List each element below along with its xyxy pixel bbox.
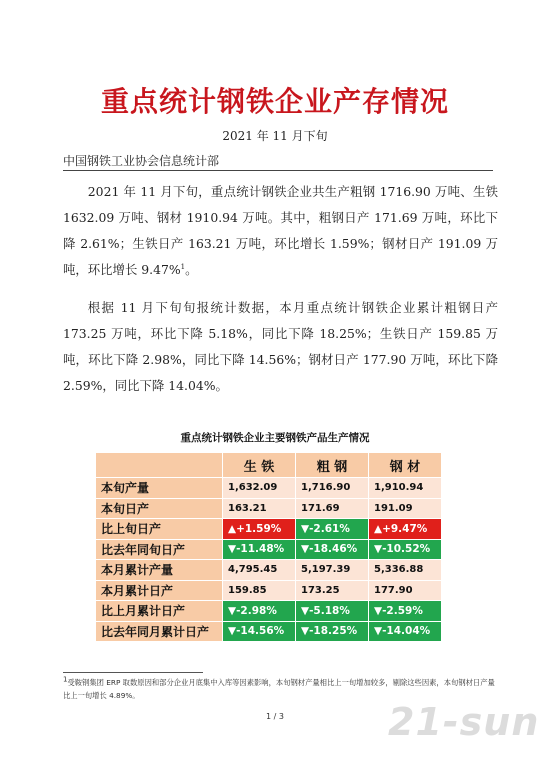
- row-label: 比上旬日产: [96, 519, 223, 540]
- row-label: 比去年同旬日产: [96, 539, 223, 560]
- report-date: 2021 年 11 月下旬: [222, 129, 328, 143]
- header-crude-steel: 粗 钢: [296, 453, 369, 478]
- cell-pig-iron: 163.21: [223, 498, 296, 519]
- row-label: 本旬日产: [96, 498, 223, 519]
- cell-crude-steel: 173.25: [296, 580, 369, 601]
- table-row: [96, 498, 442, 519]
- table-row: [96, 519, 442, 540]
- footnote-marker: 1: [63, 675, 68, 684]
- table-row: [96, 621, 442, 642]
- header-corner: [96, 453, 223, 478]
- cell-crude-steel-change: ▼-18.25%: [296, 621, 369, 642]
- header-divider: [63, 170, 493, 171]
- table-row: [96, 478, 442, 499]
- cell-crude-steel-change: ▼-2.61%: [296, 519, 369, 540]
- table-row: [96, 601, 442, 622]
- cell-steel-products: 191.09: [369, 498, 442, 519]
- row-label: 比上月累计日产: [96, 601, 223, 622]
- paragraph-1-end: 。: [185, 262, 198, 277]
- cell-crude-steel: 1,716.90: [296, 478, 369, 499]
- cell-steel-products: 5,336.88: [369, 560, 442, 581]
- paragraph-1-text: 2021 年 11 月下旬，重点统计钢铁企业共生产粗钢 1716.90 万吨、生铁 1632.09 万吨、钢材 1910.94 万吨。其中，粗钢日产 171.69 万吨，环比下降 2.61%；生铁日产 163.21 万吨，环比增长 1.59%；钢材日产 191.09 万吨，环比增长 9.47%: [63, 184, 498, 277]
- cell-crude-steel-change: ▼-5.18%: [296, 601, 369, 622]
- cell-pig-iron-change: ▲+1.59%: [223, 519, 296, 540]
- cell-steel-products-change: ▲+9.47%: [369, 519, 442, 540]
- table-header-row: [96, 453, 442, 478]
- cell-pig-iron: 159.85: [223, 580, 296, 601]
- organization-name: 中国钢铁工业协会信息统计部: [63, 154, 220, 168]
- footnote-text: 受鞍钢集团 ERP 取数原因和部分企业月底集中入库等因素影响，本旬钢材产量相比上一旬增加较多，剔除这些因素，本旬钢材日产量比上一旬增长 4.89%。: [63, 678, 495, 700]
- cell-crude-steel: 171.69: [296, 498, 369, 519]
- production-table: [95, 452, 442, 642]
- cell-crude-steel-change: ▼-18.46%: [296, 539, 369, 560]
- cell-steel-products: 1,910.94: [369, 478, 442, 499]
- cell-pig-iron-change: ▼-14.56%: [223, 621, 296, 642]
- table-row: [96, 539, 442, 560]
- page-number: 1 / 3: [266, 712, 284, 721]
- paragraph-2: 根据 11 月下旬旬报统计数据，本月重点统计钢铁企业累计粗钢日产 173.25 万吨，环比下降 5.18%，同比下降 18.25%；生铁日产 159.85 万吨，环比下降 2.98%，同比下降 14.56%；钢材日产 177.90 万吨，环比下降 2.59%，同比下降 14.04%。: [63, 300, 498, 393]
- paragraph-1: [63, 179, 498, 283]
- row-label: 本旬产量: [96, 478, 223, 499]
- cell-steel-products-change: ▼-2.59%: [369, 601, 442, 622]
- cell-steel-products-change: ▼-10.52%: [369, 539, 442, 560]
- row-label: 比去年同月累计日产: [96, 621, 223, 642]
- row-label: 本月累计产量: [96, 560, 223, 581]
- footnote: [63, 676, 495, 702]
- cell-steel-products-change: ▼-14.04%: [369, 621, 442, 642]
- table-title: 重点统计钢铁企业主要钢铁产品生产情况: [180, 432, 370, 444]
- row-label: 本月累计日产: [96, 580, 223, 601]
- footnote-divider: [63, 672, 203, 673]
- header-pig-iron: 生 铁: [223, 453, 296, 478]
- header-steel-products: 钢 材: [369, 453, 442, 478]
- cell-steel-products: 177.90: [369, 580, 442, 601]
- cell-pig-iron-change: ▼-11.48%: [223, 539, 296, 560]
- document-title: 重点统计钢铁企业产存情况: [100, 85, 449, 118]
- table-row: [96, 560, 442, 581]
- table-row: [96, 580, 442, 601]
- footnote-ref[interactable]: 1: [180, 262, 186, 271]
- cell-pig-iron: 4,795.45: [223, 560, 296, 581]
- site-watermark-logo: 21-sun: [388, 700, 540, 744]
- cell-pig-iron-change: ▼-2.98%: [223, 601, 296, 622]
- cell-pig-iron: 1,632.09: [223, 478, 296, 499]
- cell-crude-steel: 5,197.39: [296, 560, 369, 581]
